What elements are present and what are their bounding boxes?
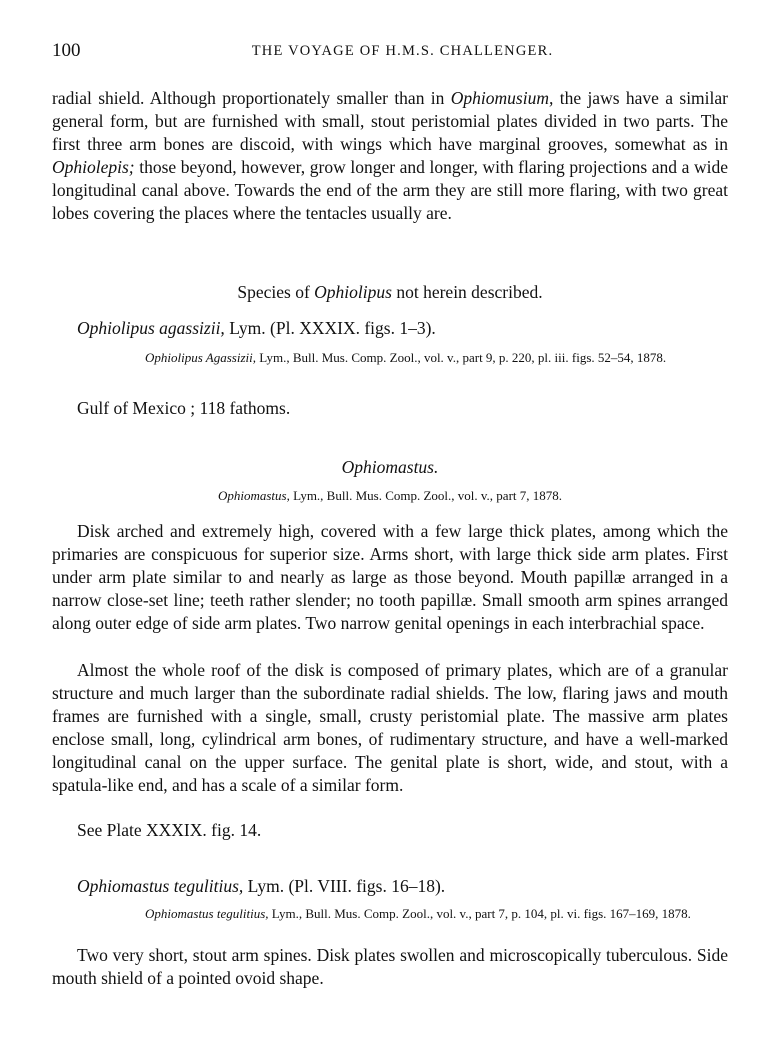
tegulitius-ref-name: Ophiomastus tegulitius, (145, 906, 269, 921)
para1-text-2: the jaws have a similar general form, but are furnished with small, stout peristomial plates divided in two parts. The first three arm bones are discoid, with wings which have marginal grooves, somewhat as in (52, 88, 728, 154)
page-header (52, 40, 728, 64)
paragraph-radial-shield (52, 87, 728, 225)
para1-genus-ophiolepis: Ophiolepis; (52, 157, 135, 177)
section-heading-species (52, 281, 728, 304)
paragraph-tegulitius-description: Two very short, stout arm spines. Disk plates swollen and microscopically tuberculous. Side mouth shield of a pointed ovoid shape. (52, 945, 728, 988)
agassizii-ref-name: Ophiolipus Agassizii, (145, 350, 257, 365)
tegulitius-name: Ophiomastus tegulitius, (77, 876, 244, 896)
genus-title: Ophiomastus. (341, 457, 439, 477)
page-number: 100 (52, 40, 81, 61)
species-heading-text-2: not herein described. (391, 282, 543, 302)
paragraph-disk-roof: Almost the whole roof of the disk is composed of primary plates, which are of a granular structure and much larger than the subordinate radial shields. The low, flaring jaws and mouth frames are furnished with a single, small, crusty peristomial plate. The massive arm plates enclose small, long, cylindrical arm bones, of rudimentary structure, and have a well-marked longitudinal canal on the upper surface. The genital plate is short, wide, and stout, with a spatula-like end, and has a scale of a similar form. (52, 660, 728, 795)
genus-ref-citation: Lym., Bull. Mus. Comp. Zool., vol. v., part 7, 1878. (289, 488, 563, 503)
reference-tegulitius (145, 904, 753, 923)
species-entry-agassizii (77, 317, 728, 340)
para1-genus-ophiomusium: Ophiomusium, (450, 88, 554, 108)
tegulitius-ref-citation: Lym., Bull. Mus. Comp. Zool., vol. v., part 7, p. 104, pl. vi. figs. 167–169, 1878. (268, 906, 691, 921)
tegulitius-plate: Lym. (Pl. VIII. figs. 16–18). (243, 876, 446, 896)
paragraph-disk-description: Disk arched and extremely high, covered with a few large thick plates, among which the primaries are conspicuous for superior size. Arms short, with large thick side arm plates. First under arm plate similar to and nearly as large as those beyond. Mouth papillæ arranged in a narrow close-set line; teeth rather slender; no tooth papillæ. Small smooth arm spines arranged along outer edge of side arm plates. Two narrow genital openings in each interbrachial space. (52, 521, 728, 633)
species-heading-text-1: Species of (237, 282, 315, 302)
species-entry-tegulitius (77, 875, 728, 898)
agassizii-plate: Lym. (Pl. XXXIX. figs. 1–3). (224, 318, 436, 338)
genus-reference (52, 486, 728, 505)
agassizii-name: Ophiolipus agassizii, (77, 318, 225, 338)
agassizii-ref-citation: Lym., Bull. Mus. Comp. Zool., vol. v., part 9, p. 220, pl. iii. figs. 52–54, 1878. (256, 350, 667, 365)
species-heading-genus: Ophiolipus (314, 282, 392, 302)
plate-reference: See Plate XXXIX. fig. 14. (77, 820, 262, 840)
running-title: THE VOYAGE OF H.M.S. CHALLENGER. (251, 43, 554, 59)
para1-text-1: radial shield. Although proportionately smaller than in (52, 88, 451, 108)
para1-text-3: those beyond, however, grow longer and longer, with flaring projections and a wide longitudinal canal above. Towards the end of the arm they are still more flaring, with two great lobes covering the places where the tentacles usually are. (52, 157, 728, 223)
genus-ref-name: Ophiomastus, (217, 488, 290, 503)
locality-agassizii: Gulf of Mexico ; 118 fathoms. (77, 398, 291, 418)
reference-agassizii (145, 348, 753, 367)
